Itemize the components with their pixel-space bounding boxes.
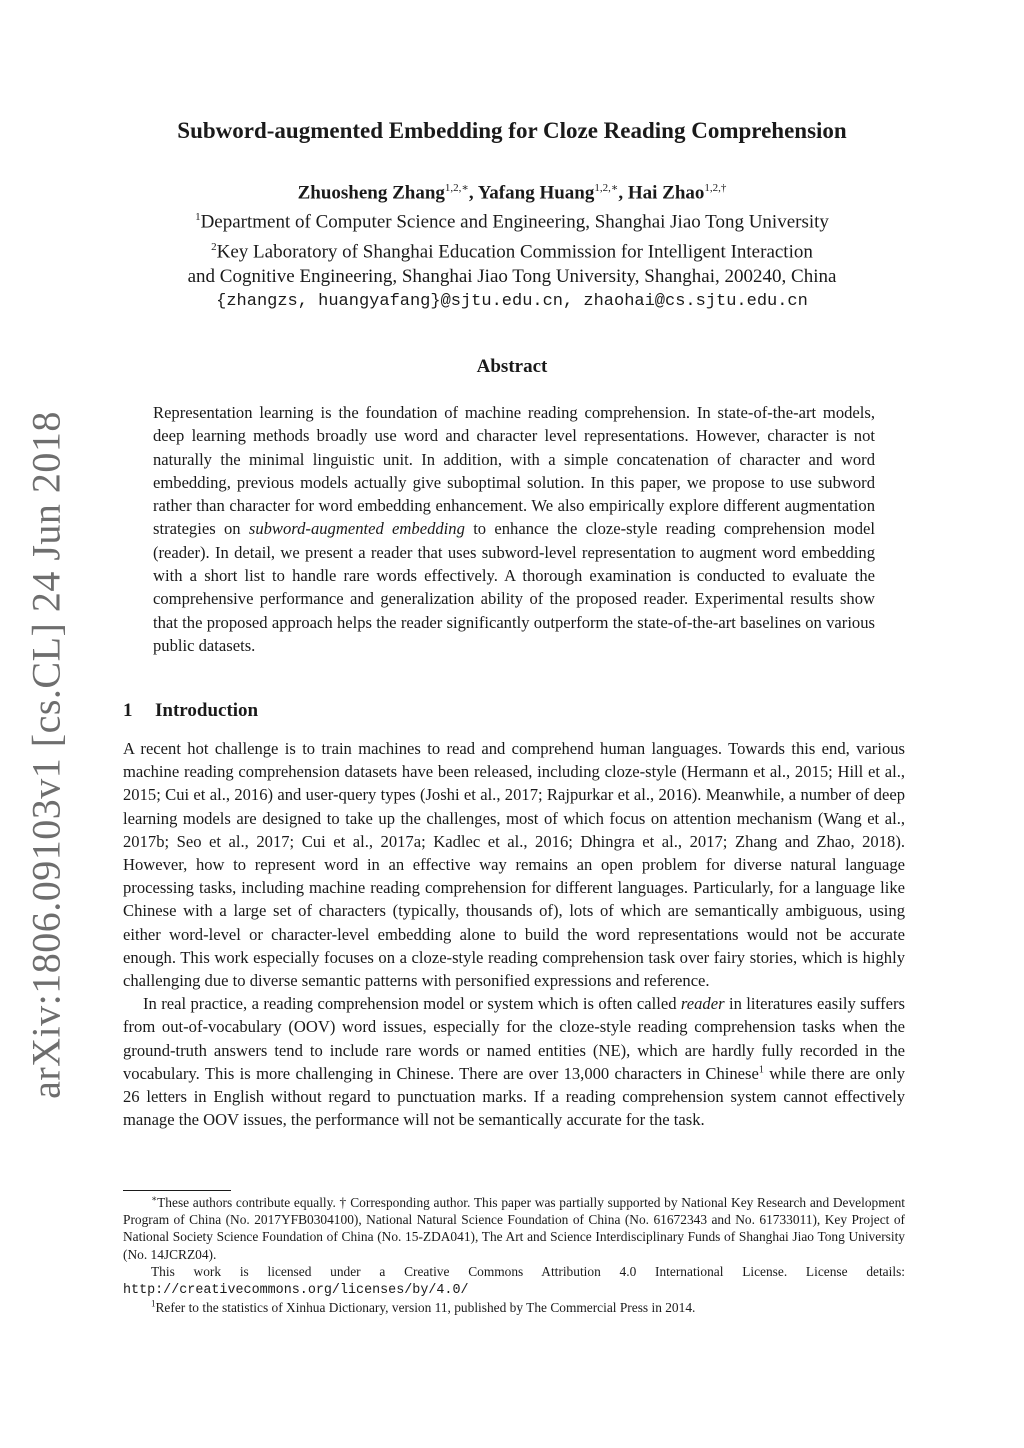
abstract-heading: Abstract [476,356,548,377]
footnotes [123,1194,905,1316]
author-marks: 1,2,† [704,182,727,194]
paper-title: Subword-augmented Embedding for Cloze Reading Comprehension [177,118,847,143]
arxiv-identifier: arXiv:1806.09103v1 [cs.CL] 24 Jun 2018 [23,411,69,1099]
footnote-license [123,1263,905,1299]
section-title-text: Introduction [155,700,259,721]
author-name: Yafang Huang [477,182,595,204]
paragraph-part: while there are only 26 letters in English without regard to punctuation marks. If a reading comprehension system cannot effectively manage the OOV issues, the performance will not be semantically accurate for the task. [123,1063,905,1130]
author-name: Hai Zhao [627,182,705,204]
affiliation-mark: 2 [211,240,217,253]
paragraph [123,992,905,1131]
affiliation-1 [100,205,924,234]
paragraph-part: In real practice, a reading comprehension model or system which is often called [143,994,677,1014]
paragraph-part: in literatures easily suffers from out-of-vocabulary (OOV) word issues, especially for the cloze-style reading comprehension tasks when the ground-truth answers tend to include rare words or named entities (NE), which are hardly fully recorded in the vocabulary. This is more challenging in Chinese. There are over 13,000 characters in Chinese [123,994,906,1083]
author-block [100,176,924,314]
section-heading [123,700,258,722]
abstract-part: Representation learning is the foundation of machine reading comprehension. In state-of-the-art models, deep learning methods broadly use word and character level representations. However, character is not naturally the minimal linguistic unit. In addition, with a simple concatenation of character and word embedding, previous models actually give suboptimal solution. In this paper, we propose to use subword rather than character for word embedding enhancement. We also empirically explore different augmentation strategies on [153,403,875,539]
abstract-text [153,401,875,657]
footnote-text: Refer to the statistics of Xinhua Dictionary, version 11, published by The Commercial Press in 2014. [155,1300,696,1316]
author-list: Zhuosheng Zhang$^{1,2,∗}$, Yafang Huang$^{1,2,∗}$, Hai Zhao$^{1,2,\dagger}$ [297,182,727,204]
affiliation-mark: 1 [195,211,201,224]
affiliation-text: Department of Computer Science and Engineering, Shanghai Jiao Tong University [200,211,829,233]
affiliation-2 [100,235,924,264]
paragraph: A recent hot challenge is to train machines to read and comprehend human languages. Towards this end, various machine reading comprehension datasets have been released, including cloze-style (Hermann et al., 2015; Hill et al., 2015; Cui et al., 2016) and user-query types (Joshi et al., 2017; Rajpurkar et al., 2016). Meanwhile, a number of deep learning models are designed to take up the challenges, most of which focus on attention mechanism (Wang et al., 2017b; Seo et al., 2017; Cui et al., 2017a; Kadlec et al., 2016; Dhingra et al., 2017; Zhang and Zhao, 2018). However, how to represent word in an effective way remains an open problem for diverse natural language processing tasks, including machine reading comprehension for different languages. Particularly, for a language like Chinese with a large set of characters (typically, thousands of), lots of which are semantically ambiguous, using either word-level or character-level embedding alone to build the word representations would not be accurate enough. This work especially focuses on a cloze-style reading comprehension task over fairy stories, which is highly challenging due to diverse semantic patterns with personified expressions and reference. [123,739,905,991]
author-marks: 1,2,∗ [444,182,469,194]
footnote-funding [123,1194,905,1263]
author-marks: 1,2,∗ [594,182,619,194]
paragraph-emphasis: reader [680,994,725,1014]
license-link[interactable]: http://creativecommons.org/licenses/by/4.0/ [123,1283,469,1299]
footnote-text: This work is licensed under a Creative Commons Attribution 4.0 International License. License details: [151,1263,905,1279]
abstract-emphasis: subword-augmented embedding [248,519,465,539]
introduction-body [123,737,905,1131]
affiliation-2-continued: and Cognitive Engineering, Shanghai Jiao Tong University, Shanghai, 200240, China [187,265,837,287]
author-name: Zhuosheng Zhang [297,182,445,204]
section-number: 1 [123,700,133,721]
abstract-part: to enhance the cloze-style reading comprehension model (reader). In detail, we present a reader that uses subword-level representation to augment word embedding with a short list to handle rare words effectively. A thorough examination is conducted to evaluate the comprehensive performance and generalization ability of the proposed reader. Experimental results show that the proposed approach helps the reader significantly outperform the state-of-the-art baselines on various public datasets. [153,519,875,655]
affiliation-text: Key Laboratory of Shanghai Education Commission for Intelligent Interaction [216,240,813,262]
footnote-ref[interactable]: 1 [758,1064,764,1076]
footnote-mark: ∗ [151,1193,158,1204]
footnote-mark: 1 [151,1298,156,1309]
footnote-1 [123,1299,905,1316]
footnote-divider [123,1190,231,1191]
author-emails: {zhangzs, huangyafang}@sjtu.edu.cn, zhaohai@cs.sjtu.edu.cn [216,291,808,311]
footnote-text: These authors contribute equally. † Corresponding author. This paper was partially supported by National Key Research and Development Program of China (No. 2017YFB0304100), National Natural Science Foundation of China (No. 61672343 and No. 61733011), Key Project of National Society Science Foundation of China (No. 15-ZDA041), The Art and Science Interdisciplinary Funds of Shanghai Jiao Tong University (No. 14JCRZ04). [123,1195,905,1262]
